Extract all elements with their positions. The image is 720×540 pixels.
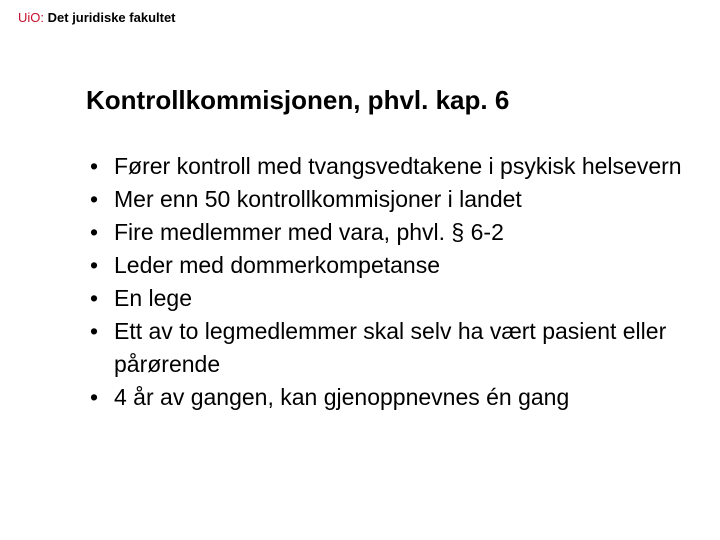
bullet-icon: • xyxy=(90,384,99,410)
bullet-list xyxy=(90,150,690,414)
bullet-text: Ett av to legmedlemmer skal selv ha vært pasient eller pårørende xyxy=(114,318,667,377)
faculty-name: Det juridiske fakultet xyxy=(47,10,176,25)
bullet-text: Leder med dommerkompetanse xyxy=(114,252,440,278)
bullet-item xyxy=(90,183,690,216)
bullet-text: Mer enn 50 kontrollkommisjoner i landet xyxy=(114,186,522,212)
bullet-icon: • xyxy=(90,219,99,245)
bullet-icon: • xyxy=(90,153,99,179)
bullet-text: Fire medlemmer med vara, phvl. § 6-2 xyxy=(114,219,504,245)
bullet-text: 4 år av gangen, kan gjenoppnevnes én gang xyxy=(114,384,570,410)
bullet-item xyxy=(90,216,690,249)
bullet-item xyxy=(90,282,690,315)
bullet-icon: • xyxy=(90,186,99,212)
bullet-item xyxy=(90,249,690,282)
bullet-icon: • xyxy=(90,285,99,311)
slide-title: Kontrollkommisjonen, phvl. kap. 6 xyxy=(86,85,510,115)
logo-separator: : xyxy=(40,10,45,25)
bullet-text: En lege xyxy=(114,285,193,311)
uio-logo: UiO xyxy=(18,10,41,25)
bullet-item xyxy=(90,381,690,414)
bullet-item xyxy=(90,315,690,381)
bullet-text: Fører kontroll med tvangsvedtakene i psykisk helsevern xyxy=(114,153,682,179)
faculty-header xyxy=(18,9,176,27)
bullet-icon: • xyxy=(90,252,99,278)
bullet-icon: • xyxy=(90,318,99,344)
bullet-item xyxy=(90,150,690,183)
